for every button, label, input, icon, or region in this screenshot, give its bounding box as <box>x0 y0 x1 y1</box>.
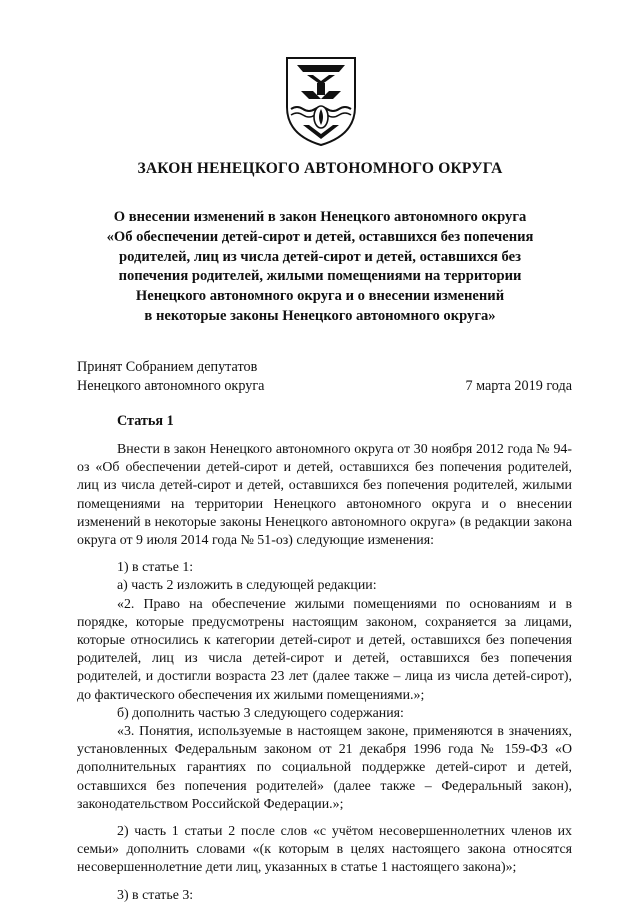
paragraph: 2) часть 1 статьи 2 после слов «с учётом несовершеннолетних членов их семьи» дополнить словами «(к которым в целях настоящего закона относятся несовершеннолетние дети лиц, указанных в статье 1 настоящего закона)»; <box>77 824 572 876</box>
paragraph: Внести в закон Ненецкого автономного округа от 30 ноября 2012 года № 94-оз «Об обеспечении детей-сирот и детей, оставшихся без попечения родителей, лиц из числа детей-сирот и детей, оставшихся без попечения родителей, жилыми помещениями на территории Ненецкого автономного округа и о внесении изменений в некоторые законы Ненецкого автономного округа» (в редакции закона округа от 9 июля 2014 года № 51-оз) следующие изменения: <box>77 442 572 549</box>
adoption-block <box>77 358 572 395</box>
nao-coat-of-arms-icon <box>283 55 359 147</box>
law-subject <box>60 208 580 327</box>
paragraph: «2. Право на обеспечение жилыми помещениями по основаниям и в порядке, которые предусмотрены настоящим законом, сохраняется за лицами, которые относились к категории детей-сирот и детей, оставшихся без попечения родителей, лиц из числа детей-сирот и детей, оставшихся без попечения родителей, и достигли возраста 23 лет (далее также – лица из числа детей-сирот), до фактического обеспечения их жилыми помещениями.»; <box>77 596 572 703</box>
paragraph: 1) в статье 1: <box>117 560 194 576</box>
article-body <box>77 441 572 905</box>
paragraph: 3) в статье 3: <box>117 887 194 903</box>
paragraph: «3. Понятия, используемые в настоящем законе, применяются в значениях, установленных Федеральным законом от 21 декабря 1996 года № 159-ФЗ «О дополнительных гарантиях по социальной поддержке детей-сирот и детей, оставшихся без попечения родителей» (далее также – Федеральный закон), законодательством Российской Федерации.»; <box>77 724 572 812</box>
subject-line: Ненецкого автономного округа и о внесении изменений <box>135 288 505 305</box>
subject-line: попечения родителей, жилыми помещениями на территории <box>118 268 522 285</box>
adopted-by-body: Ненецкого автономного округа <box>77 377 265 394</box>
adopted-by-line: Принят Собранием депутатов <box>77 359 258 375</box>
article-heading: Статья 1 <box>117 413 174 429</box>
subject-line: О внесении изменений в закон Ненецкого автономного округа <box>113 209 527 225</box>
paragraph: а) часть 2 изложить в следующей редакции: <box>117 578 377 594</box>
paragraph: б) дополнить частью 3 следующего содержания: <box>117 705 404 721</box>
subject-line: родителей, лиц из числа детей-сирот и детей, оставшихся без <box>119 248 521 265</box>
subject-line: в некоторые законы Ненецкого автономного округа» <box>144 307 496 324</box>
subject-line: «Об обеспечении детей-сирот и детей, оставшихся без попечения <box>106 228 534 245</box>
adoption-date: 7 марта 2019 года <box>465 377 572 394</box>
law-title: ЗАКОН НЕНЕЦКОГО АВТОНОМНОГО ОКРУГА <box>137 160 503 177</box>
